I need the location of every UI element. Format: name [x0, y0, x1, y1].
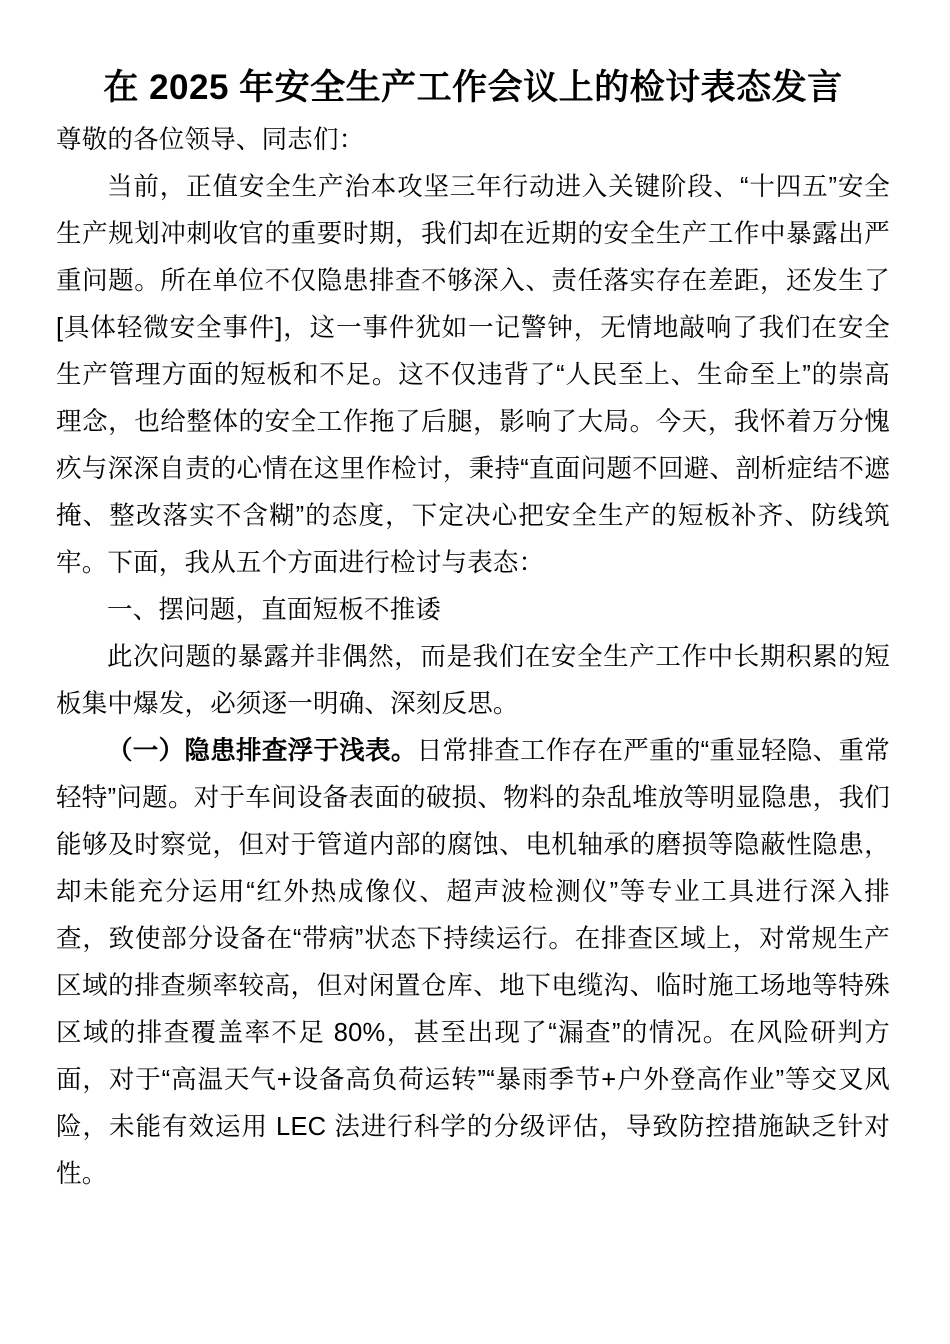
page-title: 在 2025 年安全生产工作会议上的检讨表态发言 — [103, 68, 843, 107]
salutation-line: 尊敬的各位领导、同志们： — [56, 126, 365, 155]
item-one-lead-label: （一）隐患排查浮于浅表。 — [107, 737, 417, 766]
paragraph-item-one — [56, 728, 890, 1198]
item-one-body-text: 日常排查工作存在严重的“重显轻隐、重常轻特”问题。对于车间设备表面的破损、物料的杂乱堆放等明显隐患，我们能够及时察觉，但对于管道内部的腐蚀、电机轴承的磨损等隐蔽性隐患，却未能充分运用“红外热成像仪、超声波检测仪”等专业工具进行深入排查，致使部分设备在“带病”状态下持续运行。在排查区域上，对常规生产区域的排查频率较高，但对闲置仓库、地下电缆沟、临时施工场地等特殊区域的排查覆盖率不足 80%，甚至出现了“漏查”的情况。在风险研判方面，对于“高温天气+设备高负荷运转”“暴雨季节+户外登高作业”等交叉风险，未能有效运用 LEC 法进行科学的分级评估，导致防控措施缺乏针对性。 — [56, 737, 891, 1189]
section-heading-one: 一、摆问题，直面短板不推诿 — [107, 596, 442, 625]
paragraph-section-one-intro: 此次问题的暴露并非偶然，而是我们在安全生产工作中长期积累的短板集中爆发，必须逐一明确、深刻反思。 — [56, 643, 890, 719]
paragraph-opening: 当前，正值安全生产治本攻坚三年行动进入关键阶段、“十四五”安全生产规划冲刺收官的重要时期，我们却在近期的安全生产工作中暴露出严重问题。所在单位不仅隐患排查不够深入、责任落实存在差距，还发生了[具体轻微安全事件]，这一事件犹如一记警钟，无情地敲响了我们在安全生产管理方面的短板和不足。这不仅违背了“人民至上、生命至上”的崇高理念，也给整体的安全工作拖了后腿，影响了大局。今天，我怀着万分愧疚与深深自责的心情在这里作检讨，秉持“直面问题不回避、剖析症结不遮掩、整改落实不含糊”的态度，下定决心把安全生产的短板补齐、防线筑牢。下面，我从五个方面进行检讨与表态： — [56, 173, 890, 578]
